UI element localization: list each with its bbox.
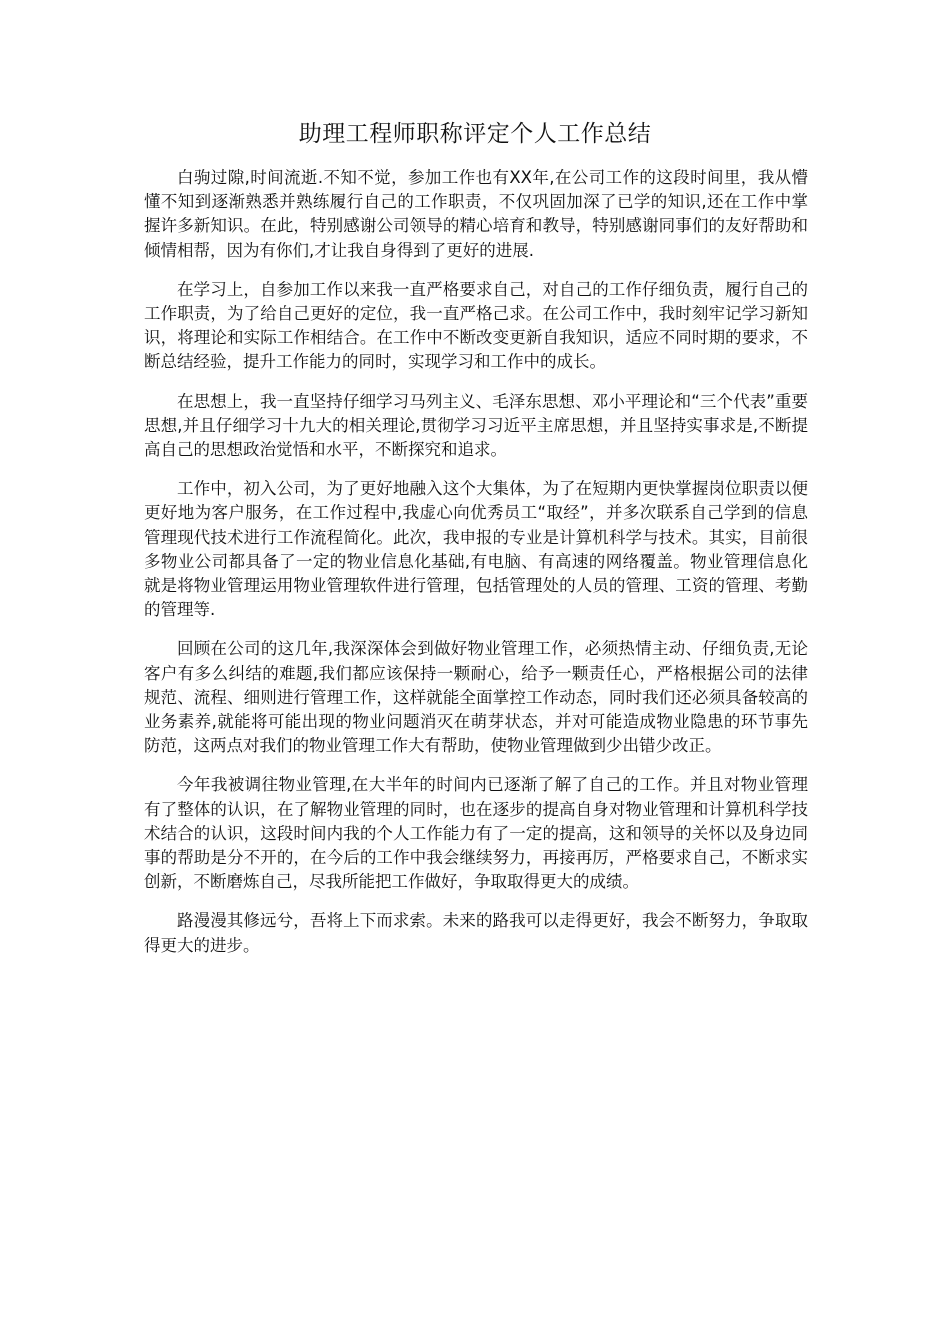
document-body — [144, 166, 808, 973]
paragraph-closing: 路漫漫其修远兮，吾将上下而求索。未来的路我可以走得更好，我会不断努力，争取取得更大的进步。 — [144, 911, 808, 955]
document-title: 助理工程师职称评定个人工作总结 — [298, 121, 652, 147]
paragraph-review: 回顾在公司的这几年,我深深体会到做好物业管理工作，必须热情主动、仔细负责,无论客户有多么纠结的难题,我们都应该保持一颗耐心，给予一颗责任心，严格根据公司的法律规范、流程、细则进行管理工作，这样就能全面掌控工作动态，同时我们还必须具备较高的业务素养,就能将可能出现的物业问题消灭在萌芽状态，并对可能造成物业隐患的环节事先防范，这两点对我们的物业管理工作大有帮助，使物业管理做到少出错少改正。 — [144, 639, 808, 756]
paragraph-study: 在学习上，自参加工作以来我一直严格要求自己，对自己的工作仔细负责，履行自己的工作职责，为了给自己更好的定位，我一直严格己求。在公司工作中，我时刻牢记学习新知识，将理论和实际工作相结合。在工作中不断改变更新自我知识，适应不同时期的要求，不断总结经验，提升工作能力的同时，实现学习和工作中的成长。 — [144, 279, 808, 372]
paragraph-intro: 白驹过隙,时间流逝.不知不觉，参加工作也有XX年,在公司工作的这段时间里，我从懵懂不知到逐渐熟悉并熟练履行自己的工作职责，不仅巩固加深了已学的知识,还在工作中掌握许多新知识。在此，特别感谢公司领导的精心培育和教导，特别感谢同事们的友好帮助和倾情相帮，因为有你们,才让我自身得到了更好的进展. — [144, 168, 808, 260]
paragraph-work: 工作中，初入公司，为了更好地融入这个大集体，为了在短期内更快掌握岗位职责以便更好地为客户服务，在工作过程中,我虚心向优秀员工“取经”，并多次联系自己学到的信息管理现代技术进行工作流程简化。此次，我申报的专业是计算机科学与技术。其实，目前很多物业公司都具备了一定的物业信息化基础,有电脑、有高速的网络覆盖。物业管理信息化就是将物业管理运用物业管理软件进行管理，包括管理处的人员的管理、工资的管理、考勤的管理等. — [144, 479, 808, 620]
paragraph-this-year: 今年我被调往物业管理,在大半年的时间内已逐渐了解了自己的工作。并且对物业管理有了整体的认识，在了解物业管理的同时，也在逐步的提高自身对物业管理和计算机科学技术结合的认识，这段时间内我的个人工作能力有了一定的提高，这和领导的关怀以及身边同事的帮助是分不开的，在今后的工作中我会继续努力，再接再厉，严格要求自己，不断求实创新，不断磨炼自己，尽我所能把工作做好，争取取得更大的成绩。 — [144, 775, 808, 892]
paragraph-ideology: 在思想上，我一直坚持仔细学习马列主义、毛泽东思想、邓小平理论和“三个代表”重要思想,并且仔细学习十九大的相关理论,贯彻学习习近平主席思想，并且坚持实事求是,不断提高自己的思想政治觉悟和水平，不断探究和追求。 — [144, 391, 808, 460]
